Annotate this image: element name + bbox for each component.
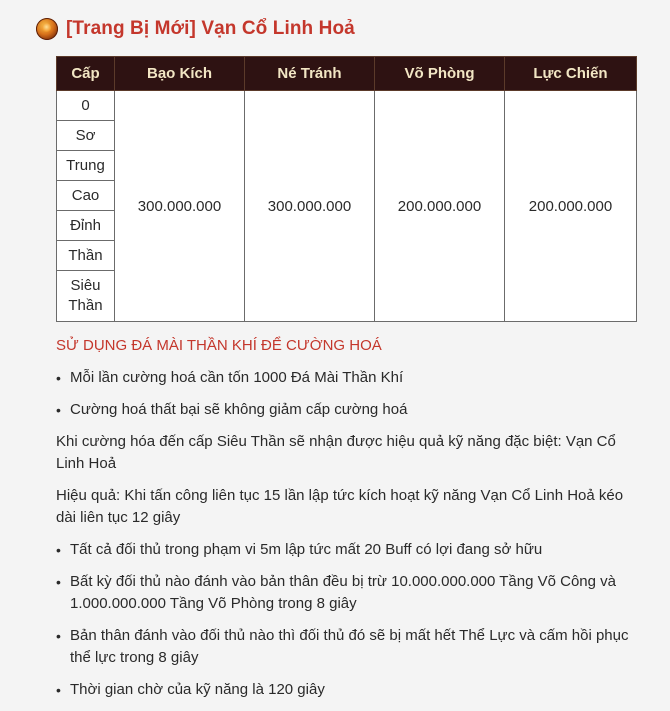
dodge-value: 300.000.000 xyxy=(245,91,375,322)
list-item xyxy=(56,625,636,669)
level-cell: Siêu Thần xyxy=(57,271,115,322)
list-item xyxy=(56,679,636,701)
list-item-text: Tất cả đối thủ trong phạm vi 5m lập tức mất 20 Buff có lợi đang sở hữu xyxy=(70,541,543,558)
level-cell: Sơ xyxy=(57,121,115,151)
crit-value: 300.000.000 xyxy=(115,91,245,322)
section-heading: SỬ DỤNG ĐÁ MÀI THẦN KHÍ ĐỂ CƯỜNG HOÁ xyxy=(56,337,382,354)
bullet-icon: • xyxy=(56,402,61,418)
bullet-icon: • xyxy=(56,682,61,698)
bullet-icon: • xyxy=(56,542,61,558)
list-item xyxy=(56,399,636,421)
page-title: [Trang Bị Mới] Vạn Cổ Linh Hoả xyxy=(66,18,355,39)
paragraph-effect: Hiệu quả: Khi tấn công liên tục 15 lần lập tức kích hoạt kỹ năng Vạn Cổ Linh Hoả kéo dài liên tục 12 giây xyxy=(56,487,624,526)
list-item-text: Thời gian chờ của kỹ năng là 120 giây xyxy=(70,681,325,698)
table-row xyxy=(57,91,637,121)
list-item xyxy=(56,571,636,615)
level-cell: Trung xyxy=(57,151,115,181)
stats-table xyxy=(56,56,637,322)
bullet-icon: • xyxy=(56,574,61,590)
list-item xyxy=(56,367,636,389)
bullet-icon: • xyxy=(56,370,61,386)
column-header-defense: Võ Phòng xyxy=(375,57,505,91)
level-cell: Đỉnh xyxy=(57,211,115,241)
table-header-row xyxy=(57,57,637,91)
column-header-power: Lực Chiến xyxy=(505,57,637,91)
level-cell: Thần xyxy=(57,241,115,271)
list-item-text: Mỗi lần cường hoá cần tốn 1000 Đá Mài Thần Khí xyxy=(70,369,404,386)
list-item-text: Bất kỳ đối thủ nào đánh vào bản thân đều bị trừ 10.000.000.000 Tầng Võ Công và 1.000.000.000 Tầng Võ Phòng trong 8 giây xyxy=(70,573,617,612)
column-header-level: Cấp xyxy=(57,57,115,91)
paragraph-special-effect: Khi cường hóa đến cấp Siêu Thần sẽ nhận được hiệu quả kỹ năng đặc biệt: Vạn Cổ Linh Hoả xyxy=(56,433,616,472)
level-cell: Cao xyxy=(57,181,115,211)
level-cell: 0 xyxy=(57,91,115,121)
power-value: 200.000.000 xyxy=(505,91,637,322)
column-header-dodge: Né Tránh xyxy=(245,57,375,91)
title-row xyxy=(36,15,355,43)
list-item-text: Bản thân đánh vào đối thủ nào thì đối thủ đó sẽ bị mất hết Thể Lực và cấm hồi phục thể lực trong 8 giây xyxy=(70,627,629,666)
fire-orb-icon xyxy=(36,18,58,40)
column-header-crit: Bạo Kích xyxy=(115,57,245,91)
list-item xyxy=(56,539,636,561)
bullet-icon: • xyxy=(56,628,61,644)
list-item-text: Cường hoá thất bại sẽ không giảm cấp cường hoá xyxy=(70,401,408,418)
defense-value: 200.000.000 xyxy=(375,91,505,322)
